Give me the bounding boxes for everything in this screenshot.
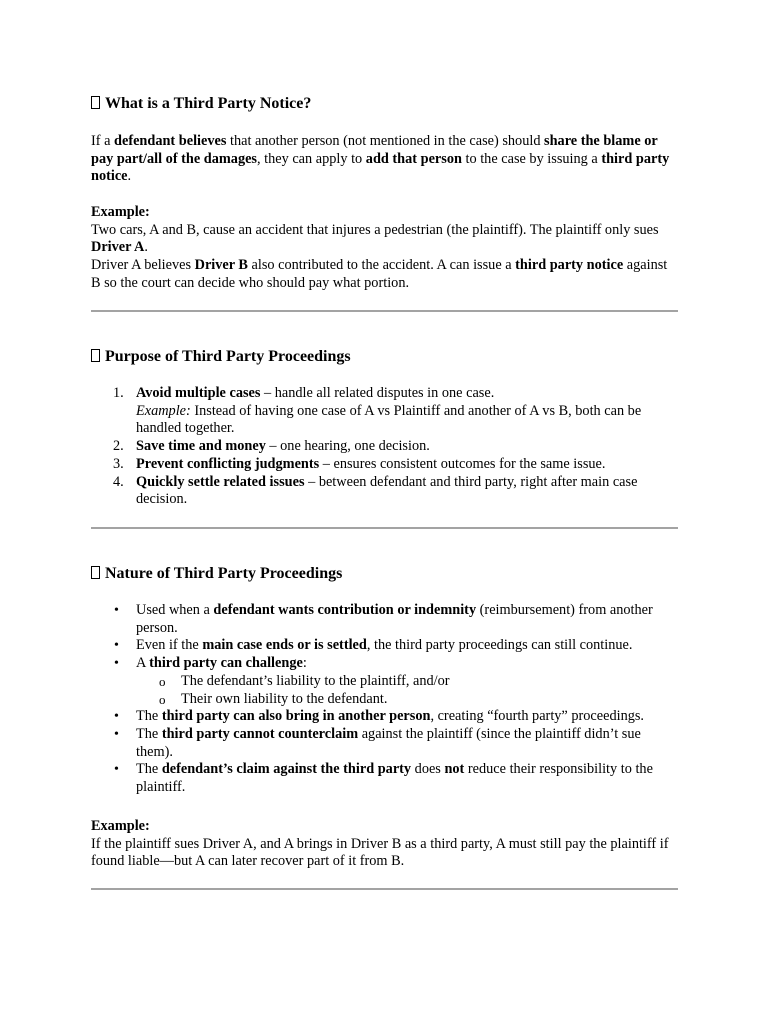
- example-label: Example:: [91, 204, 150, 220]
- example-line-2: Driver A believes Driver B also contributed to the accident. A can issue a third party notice against B so the court can decide who should pay what portion.: [91, 257, 668, 291]
- section-heading-third-party-notice: What is a Third Party Notice?: [91, 94, 311, 114]
- example-block: [91, 204, 679, 293]
- section-heading-nature: Nature of Third Party Proceedings: [91, 564, 342, 584]
- example-line-1: Two cars, A and B, cause an accident that injures a pedestrian (the plaintiff). The plaintiff only sues Driver A.: [91, 221, 659, 256]
- list-item: • A third party can challenge: o The defendant’s liability to the plaintiff, and/or o Their own liability to the defendant.: [136, 655, 679, 708]
- bullet-icon: •: [114, 762, 119, 778]
- bullet-icon: •: [114, 709, 119, 725]
- bullet-icon: •: [114, 603, 119, 618]
- example-text: If the plaintiff sues Driver A, and A brings in Driver B as a third party, A must still pay the plaintiff if found liable—but A can later recover part of it from B.: [91, 835, 669, 870]
- circle-bullet-icon: o: [159, 691, 166, 707]
- purpose-list: [91, 385, 679, 509]
- bullet-icon: •: [114, 638, 119, 654]
- bullet-icon: •: [114, 656, 119, 672]
- example-block: [91, 818, 679, 871]
- list-item: • Even if the main case ends or is settled, the third party proceedings can still continue.: [114, 637, 633, 654]
- missing-glyph-icon: [91, 96, 100, 109]
- list-item: • The third party can also bring in another person, creating “fourth party” proceedings.: [114, 708, 645, 725]
- example-label: Example:: [91, 818, 150, 834]
- list-item: 4. Quickly settle related issues – between defendant and third party, right after main case decision.: [113, 473, 638, 508]
- nature-list: [91, 602, 679, 797]
- sub-list: [136, 673, 679, 708]
- sub-list-item: o Their own liability to the defendant.: [159, 690, 388, 707]
- list-item: 2. Save time and money – one hearing, one decision.: [113, 438, 430, 455]
- definition-paragraph: If a defendant believes that another person (not mentioned in the case) should share the blame or pay part/all of the damages, they can apply to add that person to the case by issuing a third party notice.: [91, 133, 670, 185]
- list-item: 3. Prevent conflicting judgments – ensures consistent outcomes for the same issue.: [113, 455, 606, 472]
- horizontal-divider: [91, 310, 678, 312]
- list-item: • The defendant’s claim against the third party does not reduce their responsibility to the plaintiff.: [114, 761, 653, 796]
- missing-glyph-icon: [91, 349, 100, 362]
- horizontal-divider: [91, 527, 678, 529]
- list-item: • Used when a defendant wants contribution or indemnity (reimbursement) from another person.: [114, 602, 653, 636]
- sub-list-item: o The defendant’s liability to the plaintiff, and/or: [159, 672, 450, 689]
- bullet-icon: •: [114, 726, 119, 742]
- list-item: • The third party cannot counterclaim against the plaintiff (since the plaintiff didn’t sue them).: [114, 725, 641, 760]
- circle-bullet-icon: o: [159, 673, 166, 689]
- missing-glyph-icon: [91, 566, 100, 579]
- section-heading-purpose: Purpose of Third Party Proceedings: [91, 347, 351, 367]
- horizontal-divider: [91, 888, 678, 890]
- list-item: 1. Avoid multiple cases – handle all related disputes in one case. Example: Instead of having one case of A vs Plaintiff and another of A vs B, both can be handled together.: [113, 385, 642, 437]
